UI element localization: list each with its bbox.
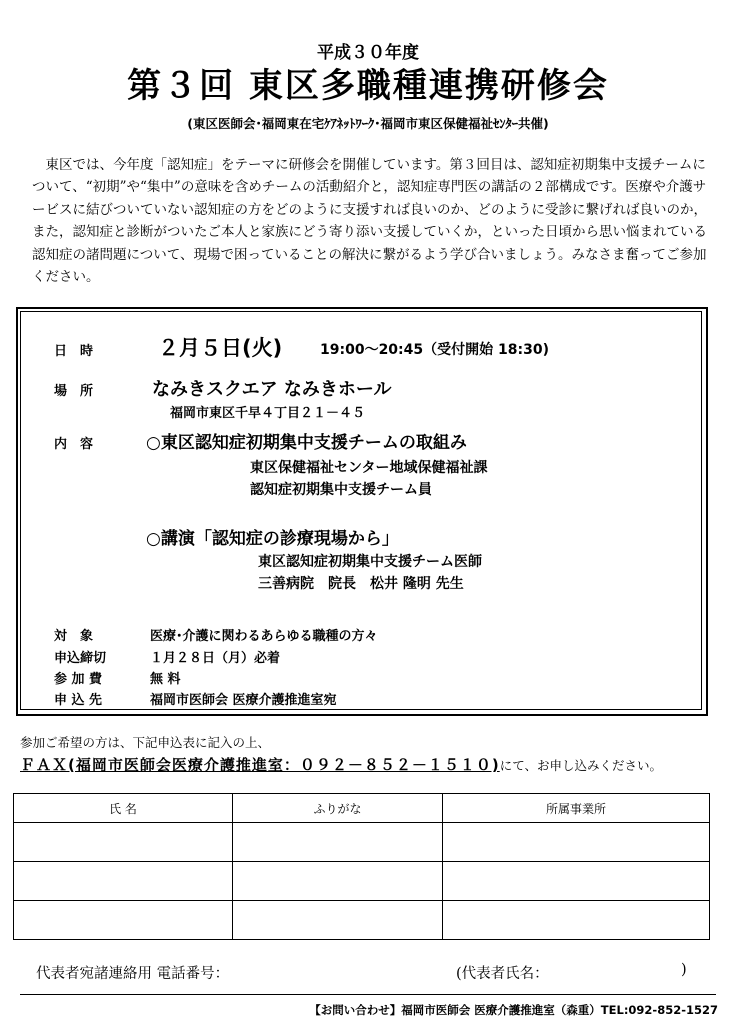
program-item-2-speaker: 三善病院 院長 松井 隆明 先生 xyxy=(258,576,464,592)
application-form-table xyxy=(13,793,710,940)
date-label: 日 時 xyxy=(54,344,94,359)
page-title: 第３回 東区多職種連携研修会 xyxy=(127,66,609,106)
place-label: 場 所 xyxy=(54,384,94,399)
event-date: ２月５日(火) xyxy=(158,336,283,360)
year-label: 平成３０年度 xyxy=(317,43,419,63)
program-item-1: ○東区認知症初期集中支援チームの取組み xyxy=(146,433,467,453)
target-label: 対 象 xyxy=(54,629,94,644)
affiliation-cell[interactable] xyxy=(443,823,710,862)
affiliation-cell[interactable] xyxy=(443,862,710,901)
content-label: 内 容 xyxy=(54,437,94,452)
sponsor-line: (東区医師会･福岡東在宅ｹｱﾈｯﾄﾜｰｸ･福岡市東区保健福祉ｾﾝﾀｰ共催) xyxy=(187,116,549,131)
program-item-1-dept: 東区保健福祉センター地域保健福祉課 xyxy=(250,460,488,476)
furigana-cell[interactable] xyxy=(233,862,443,901)
divider xyxy=(20,994,716,995)
column-name: 氏 名 xyxy=(14,794,233,823)
affiliation-cell[interactable] xyxy=(443,901,710,940)
column-affiliation: 所属事業所 xyxy=(443,794,710,823)
apply-value: 福岡市医師会 医療介護推進室宛 xyxy=(150,693,337,708)
name-cell[interactable] xyxy=(14,862,233,901)
venue-name: なみきスクエア なみきホール xyxy=(152,379,392,400)
table-row xyxy=(14,862,710,901)
furigana-cell[interactable] xyxy=(233,901,443,940)
contact-phone-label: 代表者宛諸連絡用 電話番号： xyxy=(36,966,230,982)
fax-suffix: にて、お申し込みください。 xyxy=(499,758,662,773)
fax-line xyxy=(20,754,662,775)
deadline-label: 申込締切 xyxy=(54,651,107,666)
name-cell[interactable] xyxy=(14,823,233,862)
furigana-cell[interactable] xyxy=(233,823,443,862)
program-item-1-team: 認知症初期集中支援チーム員 xyxy=(250,482,432,498)
program-item-2-role: 東区認知症初期集中支援チーム医師 xyxy=(258,554,482,570)
venue-address: 福岡市東区千早４丁目２１－４５ xyxy=(170,406,366,421)
representative-name-label: (代表者氏名： xyxy=(456,966,549,982)
inquiry-line: 【お問い合わせ】福岡市医師会 医療介護推進室（森重）TEL:092-852-1527 xyxy=(309,1003,718,1017)
representative-name-close: ) xyxy=(681,962,687,978)
table-row xyxy=(14,823,710,862)
event-time: 19:00～20:45（受付開始 18:30) xyxy=(320,342,549,358)
fee-label: 参 加 費 xyxy=(54,672,103,687)
table-row xyxy=(14,901,710,940)
deadline-value: １月２８日（月）必着 xyxy=(150,651,281,666)
details-box-inner xyxy=(20,311,702,710)
application-note: 参加ご希望の方は、下記申込表に記入の上、 xyxy=(20,735,271,750)
program-item-2: ○講演「認知症の診療現場から」 xyxy=(146,529,399,549)
target-value: 医療･介護に関わるあらゆる職種の方々 xyxy=(150,629,378,644)
apply-label: 申 込 先 xyxy=(54,693,103,708)
fax-number: ＦＡＸ(福岡市医師会医療介護推進室：０９２－８５２－１５１０) xyxy=(20,756,500,774)
fee-value: 無 料 xyxy=(150,672,181,687)
column-furigana: ふりがな xyxy=(233,794,443,823)
intro-paragraph: 東区では、今年度「認知症」をテーマに研修会を開催しています。第３回目は、認知症初期集中支援チームについて、“初期”や“集中”の意味を含めチームの活動紹介と，認知症専門医の講話の２部構成です。医療や介護サービスに結びついていない認知症の方をどのように支援すれば良いのか、どのように受診に繋げれば良いのか，また，認知症と診断がついたご本人と家族にどう寄り添い支援していくか，といった日頃から思い悩まれている認知症の諸問題について、現場で困っていることの解決に繋がるよう学び合いましょう。みなさま奮ってご参加ください。 xyxy=(32,157,707,286)
name-cell[interactable] xyxy=(14,901,233,940)
form-header-row xyxy=(14,794,710,823)
